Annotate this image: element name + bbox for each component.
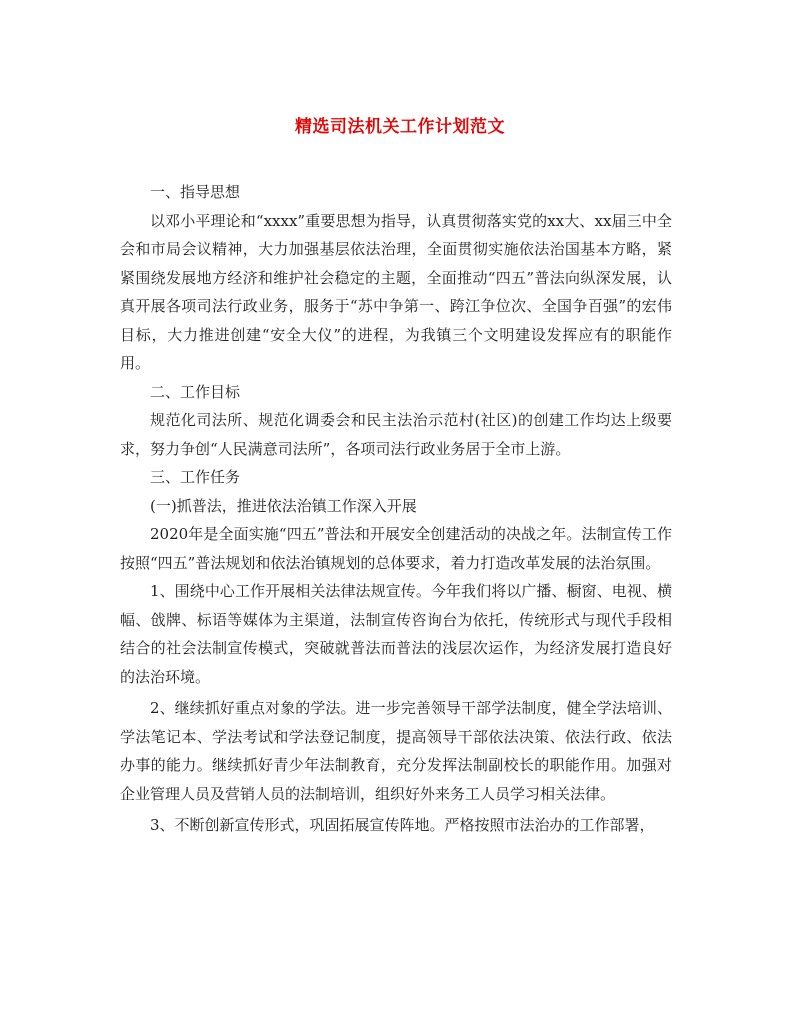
paragraph-2020-plan: 2020年是全面实施“四五”普法和开展安全创建活动的决战之年。法制宣传工作按照“四五”普法规划和依法治镇规划的总体要求，着力打造改革发展的法治氛围。	[120, 525, 672, 572]
section-heading-work-goals: 二、工作目标	[150, 382, 241, 401]
section-heading-guiding-ideology: 一、指导思想	[150, 183, 241, 201]
section-heading-work-tasks: 三、工作任务	[150, 468, 241, 486]
paragraph-item-1: 1、围绕中心工作开展相关法律法规宣传。今年我们将以广播、橱窗、电视、横幅、戗牌、标语等媒体为主渠道，法制宣传咨询台为依托，传统形式与现代手段相结合的社会法制宣传模式，突破就普法而普法的浅层次运作，为经济发展打造良好的法治环境。	[120, 582, 672, 686]
paragraph-guiding-ideology: 以邓小平理论和“xxxx”重要思想为指导，认真贯彻落实党的xx大、xx届三中全会和市局会议精神，大力加强基层依法治理，全面贯彻实施依法治国基本方略，紧紧围绕发展地方经济和维护社会稳定的主题，全面推动“四五”普法向纵深发展，认真开展各项司法行政业务，服务于“苏中争第一、跨江争位次、全国争百强”的宏伟目标，大力推进创建“安全大仪”的进程，为我镇三个文明建设发挥应有的职能作用。	[120, 211, 672, 372]
document-title: 精选司法机关工作计划范文	[295, 117, 505, 137]
paragraph-item-3: 3、不断创新宣传形式，巩固拓展宣传阵地。严格按照市法治办的工作部署，	[150, 816, 655, 834]
paragraph-item-2: 2、继续抓好重点对象的学法。进一步完善领导干部学法制度，健全学法培训、学法笔记本、学法考试和学法登记制度，提高领导干部依法决策、依法行政、依法办事的能力。继续抓好青少年法制教育，充分发挥法制副校长的职能作用。加强对企业管理人员及营销人员的法制培训，组织好外来务工人员学习相关法律。	[120, 699, 672, 803]
subsection-heading-legal-education: (一)抓普法，推进依法治镇工作深入开展	[150, 496, 417, 515]
paragraph-work-goals: 规范化司法所、规范化调委会和民主法治示范村(社区)的创建工作均达上级要求，努力争创“人民满意司法所”，各项司法行政业务居于全市上游。	[120, 411, 672, 458]
document-body	[120, 178, 672, 840]
